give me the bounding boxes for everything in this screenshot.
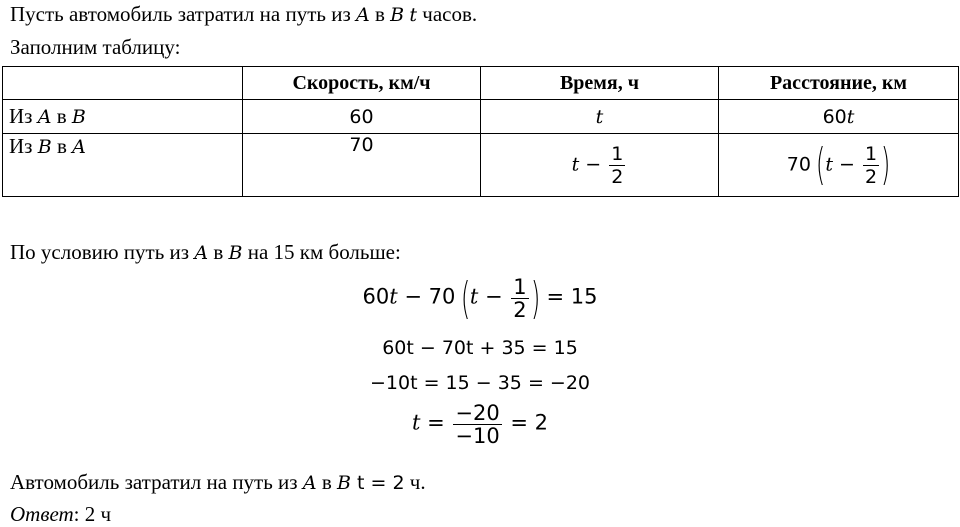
left-paren: ( (460, 272, 470, 324)
header-time: Время, ч (481, 67, 719, 100)
table-row (3, 100, 959, 134)
intro-line-2: Заполним таблицу: (10, 35, 181, 59)
row1-distance: 60t (719, 100, 959, 134)
row2-speed: 70 (243, 134, 481, 197)
row2-time: t − $\frac{1}{2}$ (481, 134, 719, 197)
row1-time: t (481, 100, 719, 134)
answer-line (10, 502, 111, 526)
fraction: $\frac{1}{2}$ (513, 275, 527, 322)
conclusion-line: Автомобиль затратил на путь из A в B t = 2 ч. (10, 470, 426, 494)
equation-2: 60t − 70t + 35 = 15 (382, 337, 578, 359)
answer-value: : 2 ч (73, 502, 112, 526)
fraction: $\frac{-20}{-10}$ (455, 401, 500, 448)
right-paren: ) (530, 272, 540, 324)
header-speed: Скорость, км/ч (243, 67, 481, 100)
row1-speed: 60 (243, 100, 481, 134)
equation-1: 60t − 70 (t − $\frac{1}{2}$ ) = 15 (362, 272, 598, 324)
equation-4: t = $\frac{-20}{-10}$ = 2 (411, 401, 549, 448)
row1-label: Из A в B (3, 100, 243, 134)
table-header-row (3, 67, 959, 100)
row2-distance: 70 (t − $\frac{1}{2}$ ) (719, 134, 959, 197)
fraction: $\frac{1}{2}$ (611, 142, 624, 188)
header-empty (3, 67, 243, 100)
fraction: $\frac{1}{2}$ (864, 142, 878, 188)
table-row (3, 134, 959, 197)
left-paren: ( (816, 139, 826, 190)
intro-line-1: Пусть автомобиль затратил на путь из A в B t часов. (10, 2, 478, 26)
header-distance: Расстояние, км (719, 67, 959, 100)
condition-line: По условию путь из A в B на 15 км больше: (10, 240, 401, 264)
right-paren: ) (880, 139, 891, 190)
answer-label: Ответ (10, 502, 74, 526)
row2-label: Из B в A (3, 134, 243, 197)
equation-3: −10t = 15 − 35 = −20 (370, 372, 590, 394)
data-table (2, 66, 959, 197)
